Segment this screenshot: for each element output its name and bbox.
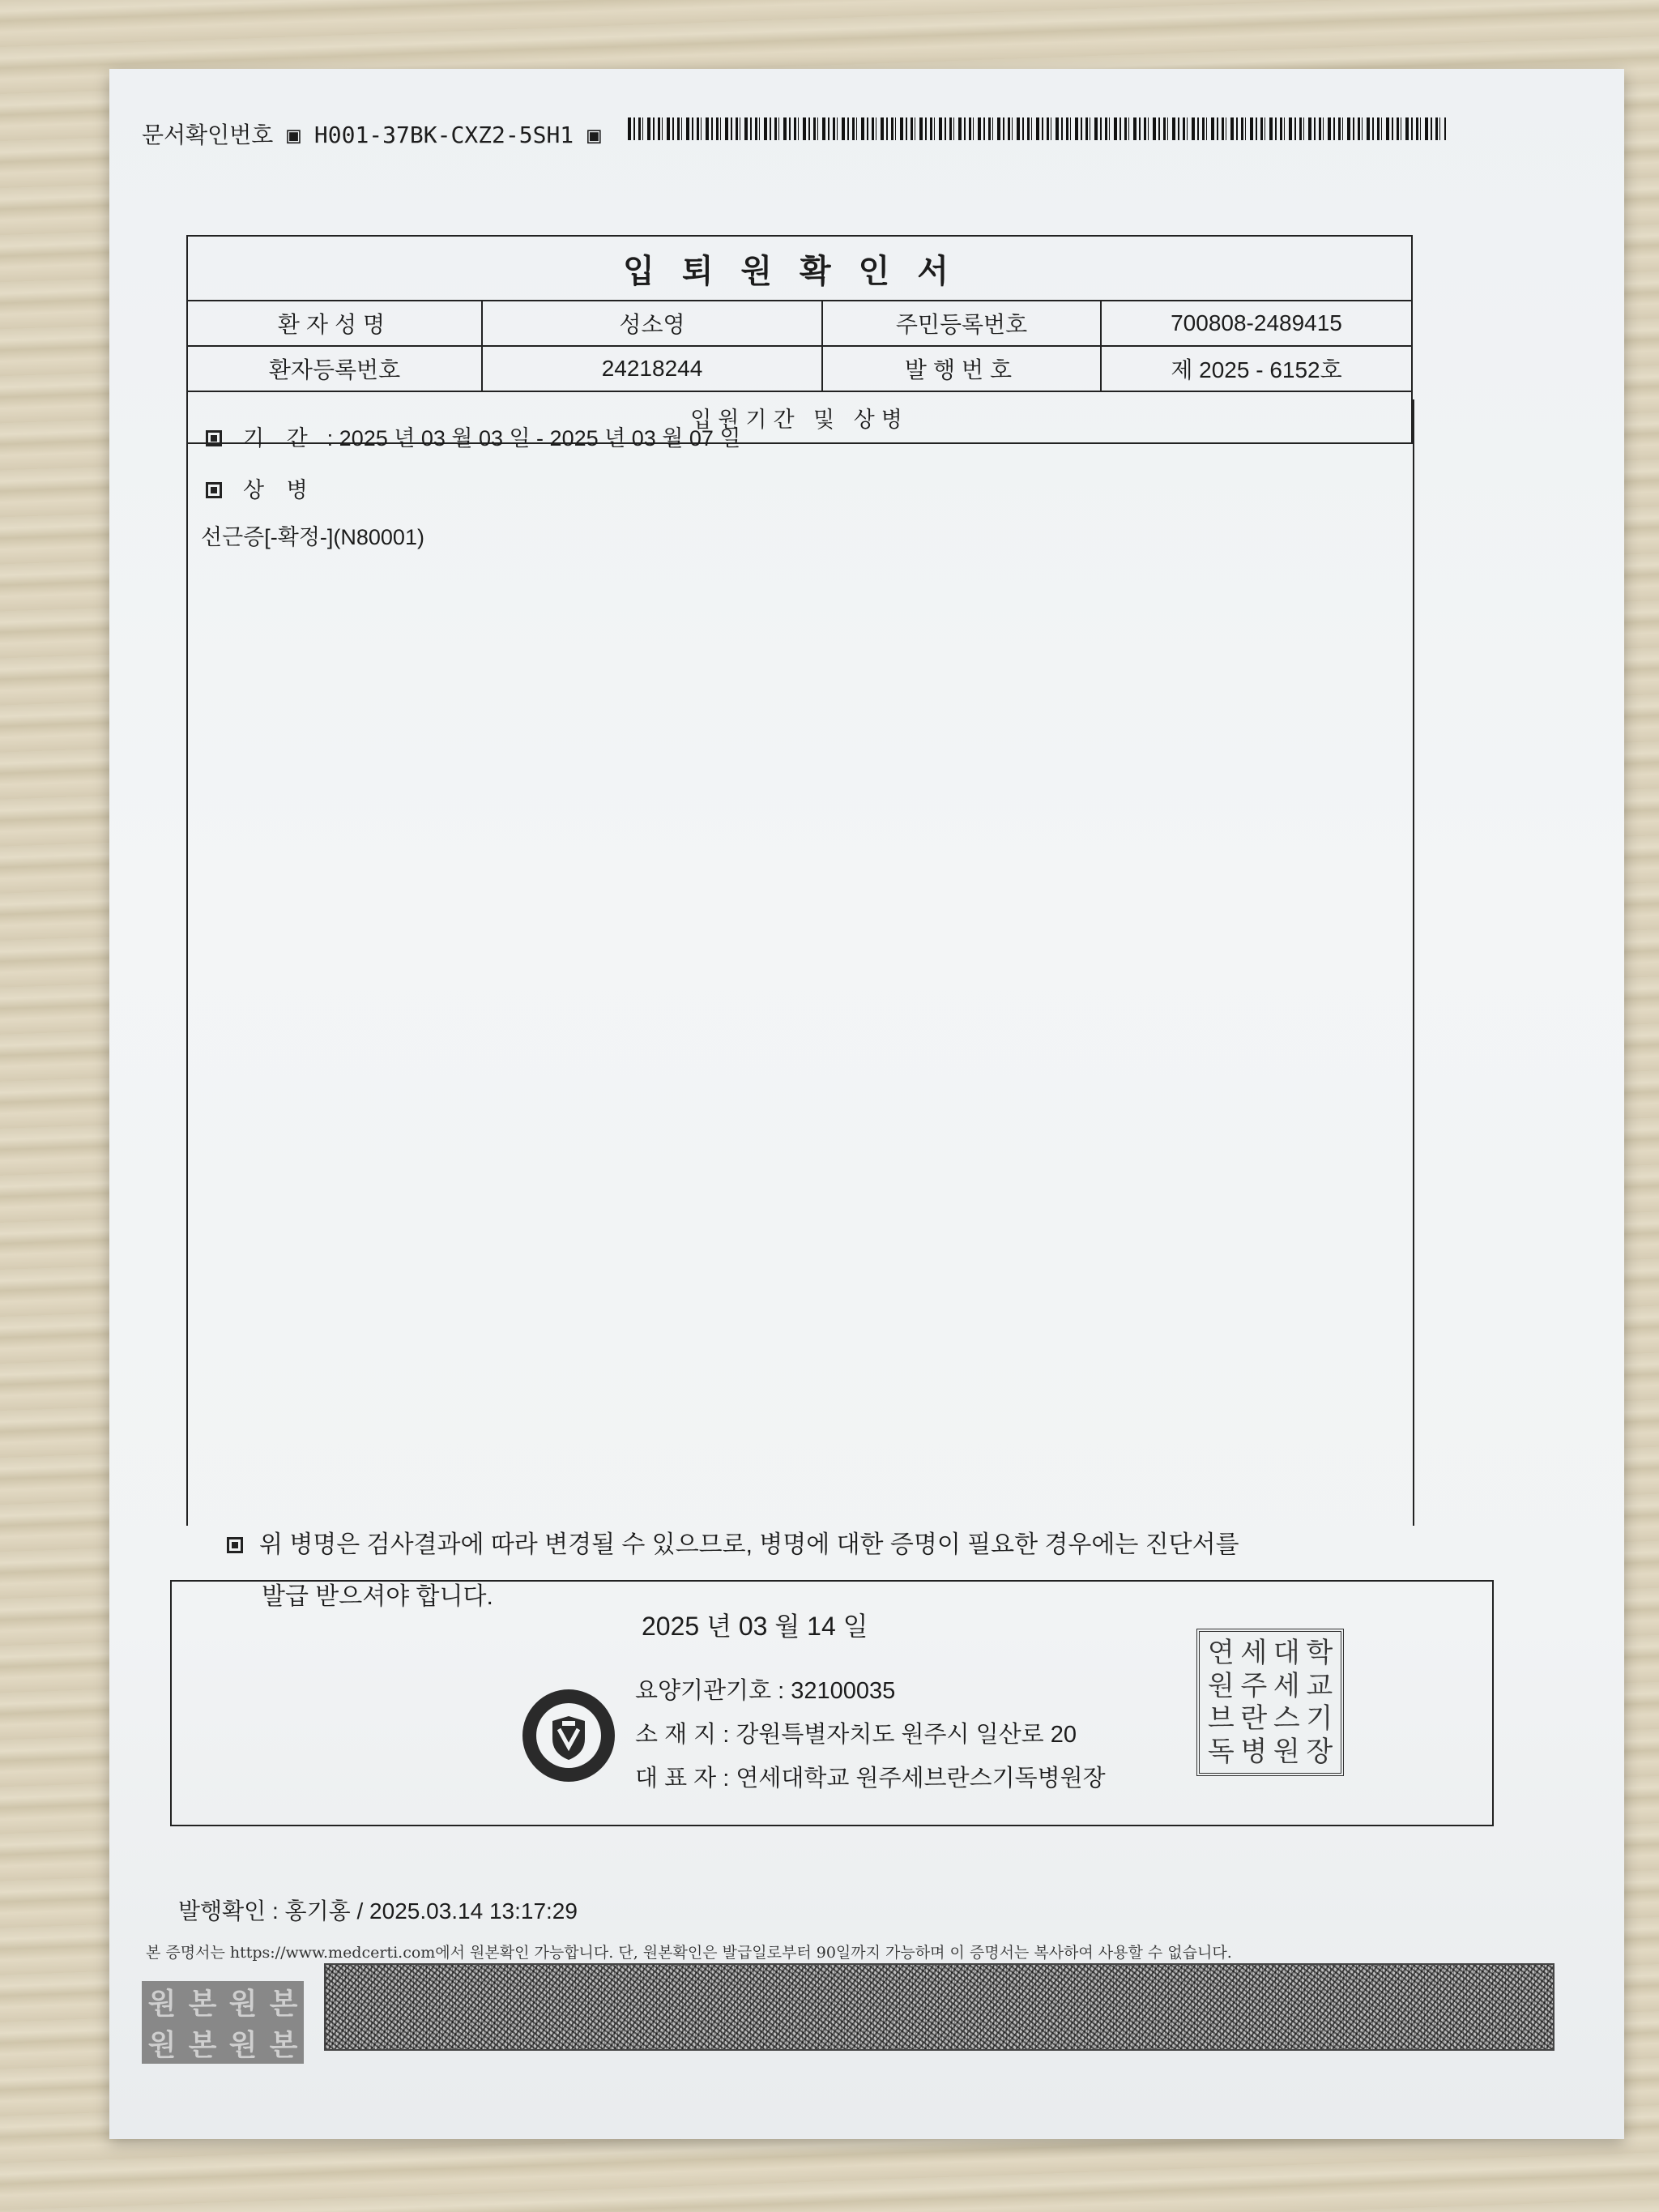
issue-confirm-line <box>178 1894 578 1926</box>
period-line <box>206 421 740 452</box>
square-bullet-icon <box>206 482 222 498</box>
notice-line-1: 위 병명은 검사결과에 따라 변경될 수 있으므로, 병명에 대한 증명이 필요한 경우에는 진단서를 <box>259 1531 1239 1558</box>
colon-separator: : <box>271 1898 285 1924</box>
address-value: 강원특별자치도 원주시 일산로 20 <box>736 1722 1077 1748</box>
period-label: 기 간 <box>243 426 316 451</box>
rrn-value: 700808-2489415 <box>1171 310 1342 335</box>
watermark-char: 본 <box>269 2028 298 2062</box>
stamp-char: 란 <box>1240 1702 1268 1736</box>
table-row <box>188 301 1411 347</box>
rrn-label: 주민등록번호 <box>823 301 1102 345</box>
institution-box <box>170 1580 1494 1826</box>
stamp-char: 스 <box>1273 1702 1300 1736</box>
watermark-char: 원 <box>147 2028 177 2062</box>
address-label: 소 재 지 <box>635 1722 717 1748</box>
colon-separator: : <box>778 1678 791 1704</box>
issue-number: 제 2025 - 6152호 <box>1171 357 1342 382</box>
square-bullet-icon: ▣ <box>287 122 301 148</box>
stamp-char: 장 <box>1306 1735 1333 1768</box>
institution-rep-line <box>635 1760 1106 1793</box>
issue-confirm-label: 발행확인 <box>178 1898 267 1924</box>
square-bullet-icon <box>206 430 222 446</box>
rep-label: 대 표 자 <box>635 1766 717 1791</box>
watermark-char: 원 <box>147 1987 177 2021</box>
period-section-title: 입원기간 및 상병 <box>690 407 909 432</box>
square-bullet-icon: ▣ <box>587 122 601 148</box>
institution-address-line <box>635 1716 1077 1749</box>
patient-name: 성소영 <box>483 301 823 345</box>
stamp-char: 교 <box>1306 1669 1333 1702</box>
watermark-char: 본 <box>188 2028 217 2062</box>
slash-separator: / <box>356 1898 370 1924</box>
reg-number: 24218244 <box>483 347 823 391</box>
content-box <box>186 399 1414 1526</box>
document-title: 입퇴원확인서 <box>188 237 1411 301</box>
stamp-char: 병 <box>1240 1735 1268 1768</box>
issue-number-label: 발행번호 <box>823 347 1102 391</box>
doc-check-line <box>142 117 601 150</box>
stamp-char: 독 <box>1207 1735 1235 1768</box>
stamp-char: 학 <box>1306 1637 1333 1670</box>
institution-code: 32100035 <box>791 1678 896 1704</box>
stamp-char: 원 <box>1273 1735 1300 1768</box>
stamp-char: 세 <box>1273 1669 1300 1702</box>
issue-date: 2025 년 03 월 14 일 <box>642 1612 868 1641</box>
diagnosis-value: 선근증[-확정-](N80001) <box>201 525 424 549</box>
diagnosis-heading <box>206 472 316 504</box>
stamp-char: 주 <box>1240 1669 1268 1702</box>
stamp-char: 원 <box>1207 1669 1235 1702</box>
security-pattern <box>324 1963 1555 2051</box>
watermark-char: 본 <box>188 1987 217 2021</box>
original-watermark <box>142 1981 304 2064</box>
watermark-char: 원 <box>228 2028 258 2062</box>
patient-name-label: 환자성명 <box>188 301 483 345</box>
stamp-char: 기 <box>1306 1702 1333 1736</box>
document-paper <box>109 69 1624 2139</box>
reg-number-label: 환자등록번호 <box>188 347 483 391</box>
notice-line-2: 발급 받으셔야 합니다. <box>262 1583 493 1610</box>
square-bullet-icon <box>227 1537 243 1553</box>
official-stamp <box>1196 1629 1344 1776</box>
stamp-char: 브 <box>1207 1702 1235 1736</box>
table-row <box>188 347 1411 392</box>
watermark-char: 본 <box>269 1987 298 2021</box>
colon-separator: : <box>723 1766 736 1791</box>
colon-separator: : <box>723 1722 736 1748</box>
period-value: : 2025 년 03 월 03 일 - 2025 년 03 월 07 일 <box>326 426 741 451</box>
university-seal-icon <box>520 1687 617 1784</box>
institution-code-line <box>635 1672 895 1706</box>
issue-confirm-datetime: 2025.03.14 13:17:29 <box>369 1898 578 1924</box>
stamp-char: 연 <box>1207 1637 1235 1670</box>
issue-confirm-person: 홍기홍 <box>284 1898 351 1924</box>
doc-check-number: H001-37BK-CXZ2-5SH1 <box>313 122 574 148</box>
doc-check-label: 문서확인번호 <box>142 122 274 148</box>
barcode <box>628 117 1446 140</box>
institution-code-label: 요양기관기호 <box>635 1678 772 1704</box>
diagnosis-label: 상 병 <box>243 478 316 502</box>
stamp-char: 세 <box>1240 1637 1268 1670</box>
stamp-char: 대 <box>1273 1637 1300 1670</box>
verify-note: 본 증명서는 https://www.medcerti.com에서 원본확인 가능합니다. 단, 원본확인은 발급일로부터 90일까지 가능하며 이 증명서는 복사하여 사용할 수 없습니다. <box>146 1944 1232 1962</box>
rep-value: 연세대학교 원주세브란스기독병원장 <box>736 1766 1106 1791</box>
watermark-char: 원 <box>228 1987 258 2021</box>
